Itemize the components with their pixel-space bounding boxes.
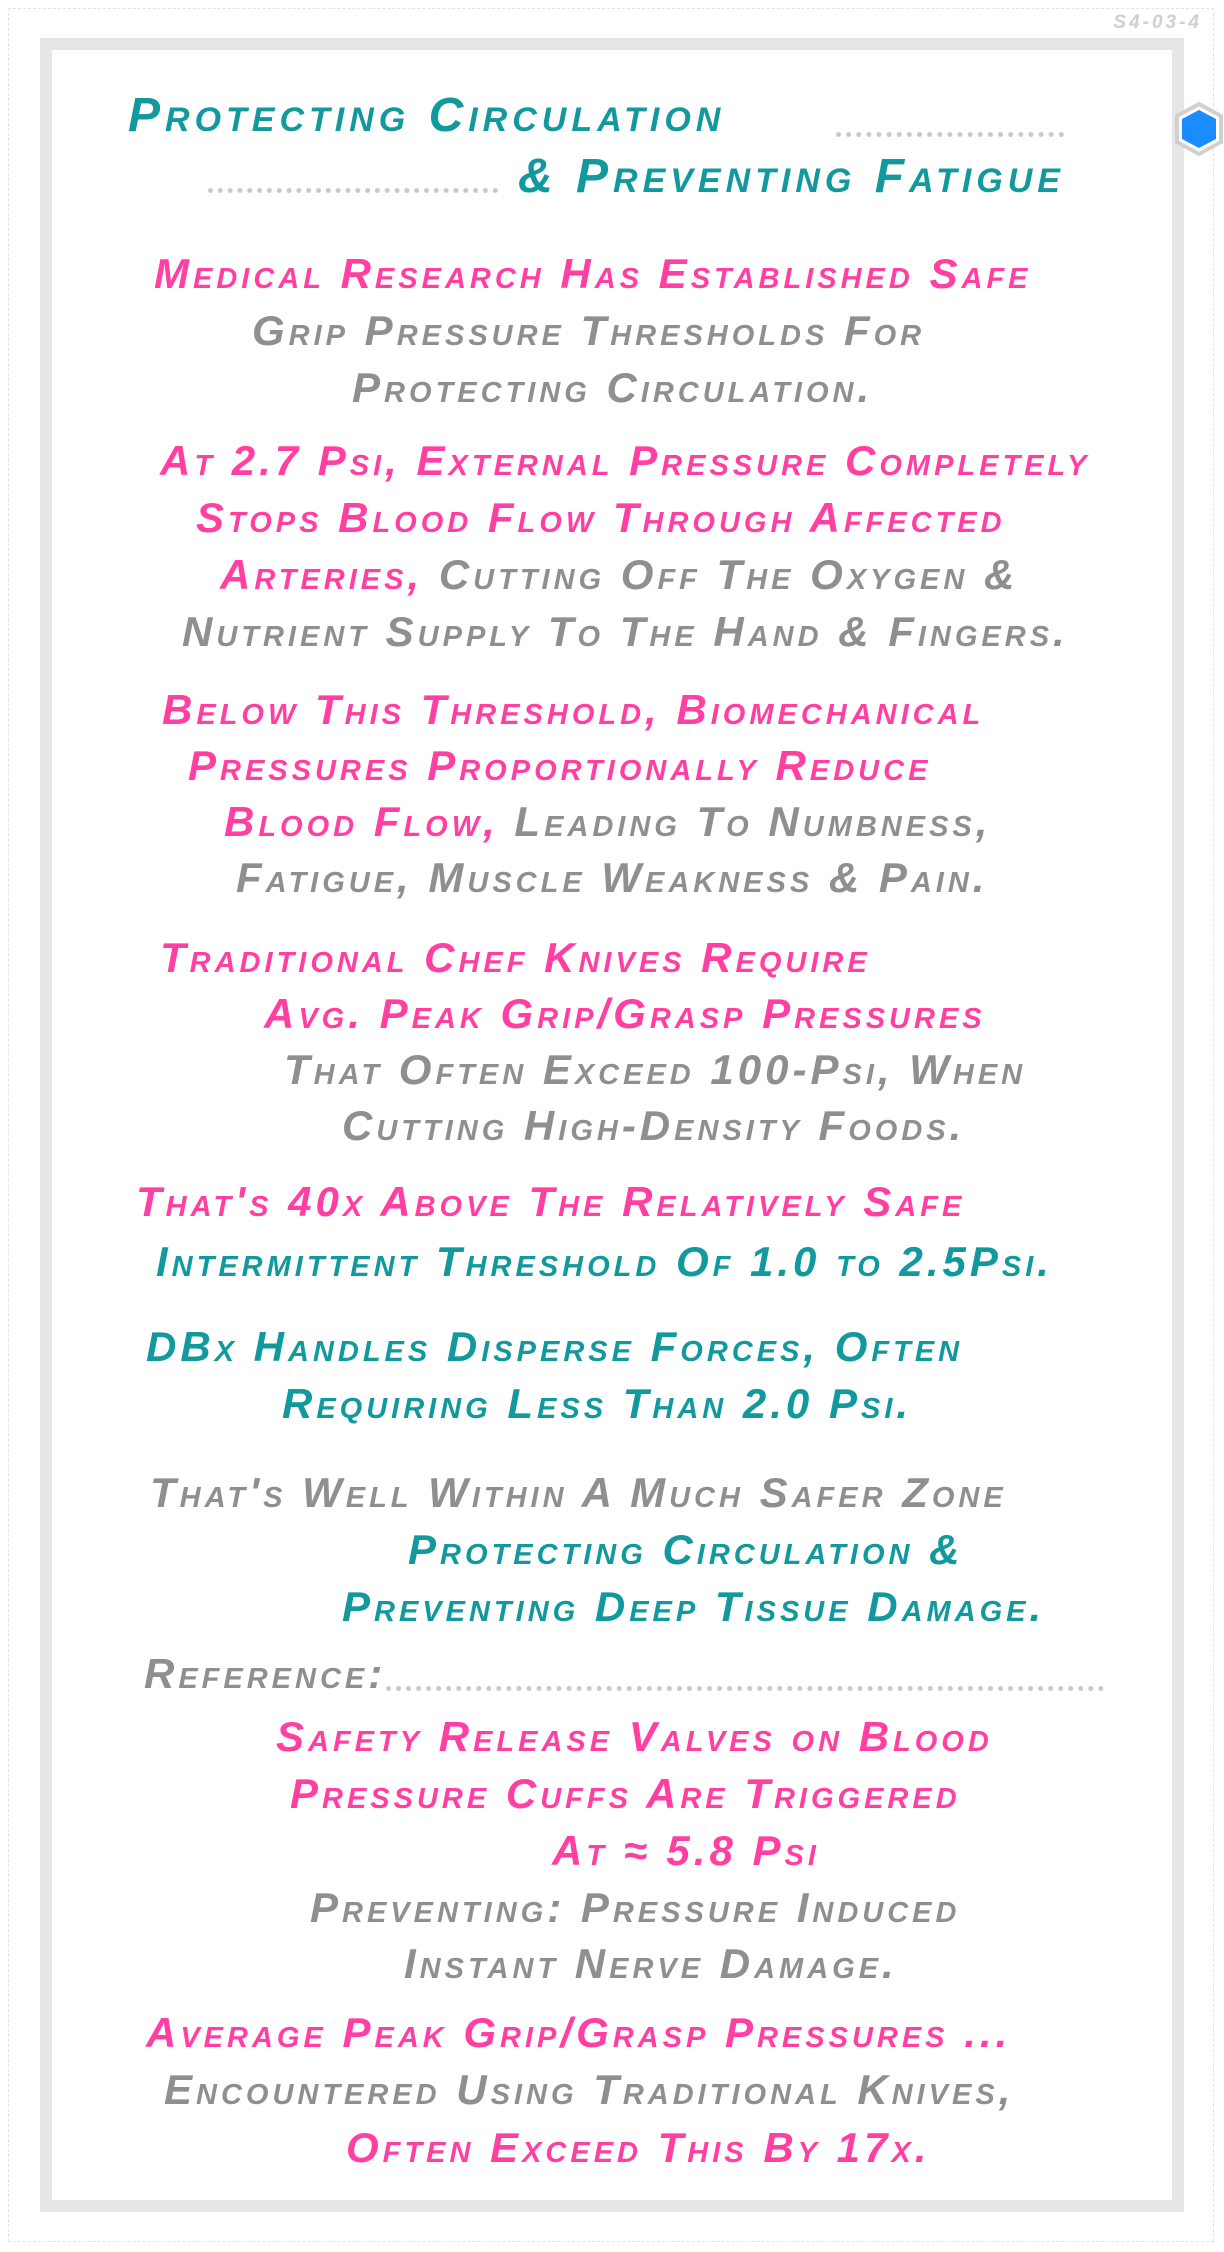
safer-line-2: Protecting Circulation & <box>408 1526 964 1573</box>
traditional-line-1: Traditional Chef Knives Require <box>160 934 871 981</box>
dbx-line-1: DBx Handles Disperse Forces, Often <box>146 1323 964 1370</box>
reference-line-5: Instant Nerve Damage. <box>404 1940 898 1987</box>
reference-label: Reference: <box>144 1650 387 1697</box>
below-line-2: Pressures Proportionally Reduce <box>188 742 932 789</box>
reference-line-1: Safety Release Valves on Blood <box>276 1713 993 1760</box>
reference-line-2: Pressure Cuffs Are Triggered <box>290 1770 961 1817</box>
psi27-line-3-gray: Cutting Off The Oxygen & <box>423 551 1019 598</box>
average-line-2: Encountered Using Traditional Knives, <box>164 2066 1015 2113</box>
psi27-line-3 <box>220 551 1018 599</box>
below-line-4: Fatigue, Muscle Weakness & Pain. <box>236 854 989 901</box>
title-dotted-leader-2 <box>208 188 498 193</box>
blue-hexagon-icon <box>1174 102 1224 156</box>
reference-line-3: At ≈ 5.8 Psi <box>552 1827 820 1874</box>
below-line-3-pink: Blood Flow, <box>224 798 499 845</box>
below-line-1: Below This Threshold, Biomechanical <box>162 686 985 733</box>
page-title-text-2: & Preventing Fatigue <box>518 150 1065 203</box>
title-dotted-leader-1 <box>836 132 1064 137</box>
reference-dotted-leader <box>386 1686 1104 1691</box>
forty-x-line-2: Intermittent Threshold Of 1.0 to 2.5Psi. <box>156 1238 1053 1285</box>
page-code: S4-03-4 <box>1113 12 1202 33</box>
research-line-1: Medical Research Has Established Safe <box>154 250 1032 297</box>
safer-line-1: That's Well Within A Much Safer Zone <box>150 1469 1007 1516</box>
research-line-2: Grip Pressure Thresholds For <box>252 307 926 354</box>
below-line-3-gray: Leading To Numbness, <box>498 798 992 845</box>
traditional-line-2: Avg. Peak Grip/Grasp Pressures <box>264 990 986 1037</box>
dbx-line-2: Requiring Less Than 2.0 Psi. <box>282 1380 913 1427</box>
average-line-1: Average Peak Grip/Grasp Pressures ... <box>146 2009 1012 2056</box>
psi27-line-2: Stops Blood Flow Through Affected <box>196 494 1006 541</box>
page-title-line-1 <box>128 89 726 142</box>
traditional-line-3: That Often Exceed 100-Psi, When <box>284 1046 1027 1093</box>
reference-line-4: Preventing: Pressure Induced <box>310 1884 961 1931</box>
research-line-3: Protecting Circulation. <box>352 364 874 411</box>
psi27-line-4: Nutrient Supply To The Hand & Fingers. <box>182 608 1069 655</box>
forty-x-line-1: That's 40x Above The Relatively Safe <box>136 1178 966 1225</box>
traditional-line-4: Cutting High-Density Foods. <box>342 1102 966 1149</box>
page-title-line-2 <box>518 150 1065 203</box>
psi27-line-3-pink: Arteries, <box>220 551 424 598</box>
safer-line-3: Preventing Deep Tissue Damage. <box>342 1583 1046 1630</box>
average-line-3: Often Exceed This By 17x. <box>346 2124 931 2171</box>
page-title-text-1: Protecting Circulation <box>128 89 726 142</box>
below-line-3 <box>224 798 991 846</box>
psi27-line-1: At 2.7 Psi, External Pressure Completely <box>160 437 1091 484</box>
